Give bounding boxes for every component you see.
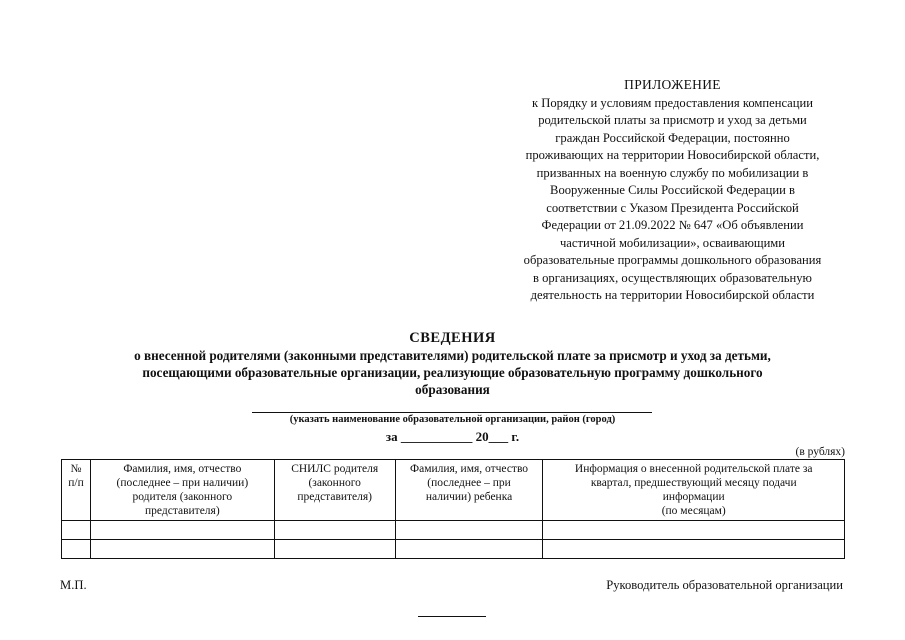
appendix-line: проживающих на территории Новосибирской области, xyxy=(525,148,820,162)
table-cell[interactable] xyxy=(90,540,274,559)
table-row xyxy=(62,521,845,540)
header-snils-text: СНИЛС родителя (законного представителя) xyxy=(291,463,379,503)
table-cell[interactable] xyxy=(543,540,845,559)
appendix-line: Федерации от 21.09.2022 № 647 «Об объявлении xyxy=(541,218,804,232)
appendix-title: ПРИЛОЖЕНИЕ xyxy=(624,77,721,92)
table-cell[interactable] xyxy=(543,521,845,540)
organization-caption: (указать наименование образовательной организации, район (город) xyxy=(289,414,616,425)
appendix-line: граждан Российской Федерации, постоянно xyxy=(555,130,790,145)
appendix-line: к Порядку и условиям предоставления компенсации xyxy=(531,95,813,110)
table-cell[interactable] xyxy=(62,521,91,540)
table-cell[interactable] xyxy=(395,521,543,540)
document-title: СВЕДЕНИЯ xyxy=(409,330,496,346)
header-child-name xyxy=(395,460,543,521)
header-payment-info xyxy=(543,460,845,521)
header-parent-name-text: Фамилия, имя, отчество (последнее – при наличии) родителя (законного представителя) xyxy=(116,463,249,517)
footnote-separator xyxy=(418,616,486,617)
appendix-line: Вооруженные Силы Российской Федерации в xyxy=(550,183,795,197)
table-cell[interactable] xyxy=(90,521,274,540)
header-child-name-text: Фамилия, имя, отчество (последнее – при наличии) ребенка xyxy=(410,463,529,503)
appendix-line: в организациях, осуществляющих образовательную xyxy=(533,270,812,285)
table-cell[interactable] xyxy=(274,521,395,540)
table-header-row xyxy=(62,460,845,521)
stamp-label: М.П. xyxy=(60,578,87,592)
appendix-line: деятельность на территории Новосибирской области xyxy=(530,288,815,302)
signature-label: Руководитель образовательной организации xyxy=(606,578,843,592)
document-subtitle: о внесенной родителями (законными представителями) родительской плате за присмотр и уход за детьми, посещающими образовательные организации, реализующие образовательную программу дошкольного образования xyxy=(134,348,771,397)
table-cell[interactable] xyxy=(62,540,91,559)
header-payment-info-text: Информация о внесенной родительской плате за квартал, предшествующий месяцу подачи информации (по месяцам) xyxy=(574,463,813,517)
appendix-line: частичной мобилизации», осваивающими xyxy=(559,235,786,250)
header-parent-name xyxy=(90,460,274,521)
reporting-period: за ___________ 20___ г. xyxy=(385,429,520,444)
currency-units: (в рублях) xyxy=(795,446,845,458)
document-heading xyxy=(60,329,845,398)
header-number-text: № п/п xyxy=(68,463,84,489)
header-snils xyxy=(274,460,395,521)
payment-info-table xyxy=(61,459,845,559)
appendix-line: родительской платы за присмотр и уход за детьми xyxy=(538,113,807,127)
organization-name-line xyxy=(252,412,652,413)
appendix-block xyxy=(500,76,845,305)
table-cell[interactable] xyxy=(395,540,543,559)
table-cell[interactable] xyxy=(274,540,395,559)
appendix-line: образовательные программы дошкольного образования xyxy=(523,253,822,267)
header-number xyxy=(62,460,91,521)
table-row xyxy=(62,540,845,559)
appendix-line: соответствии с Указом Президента Российской xyxy=(546,200,799,215)
appendix-line: призванных на военную службу по мобилизации в xyxy=(536,165,809,180)
